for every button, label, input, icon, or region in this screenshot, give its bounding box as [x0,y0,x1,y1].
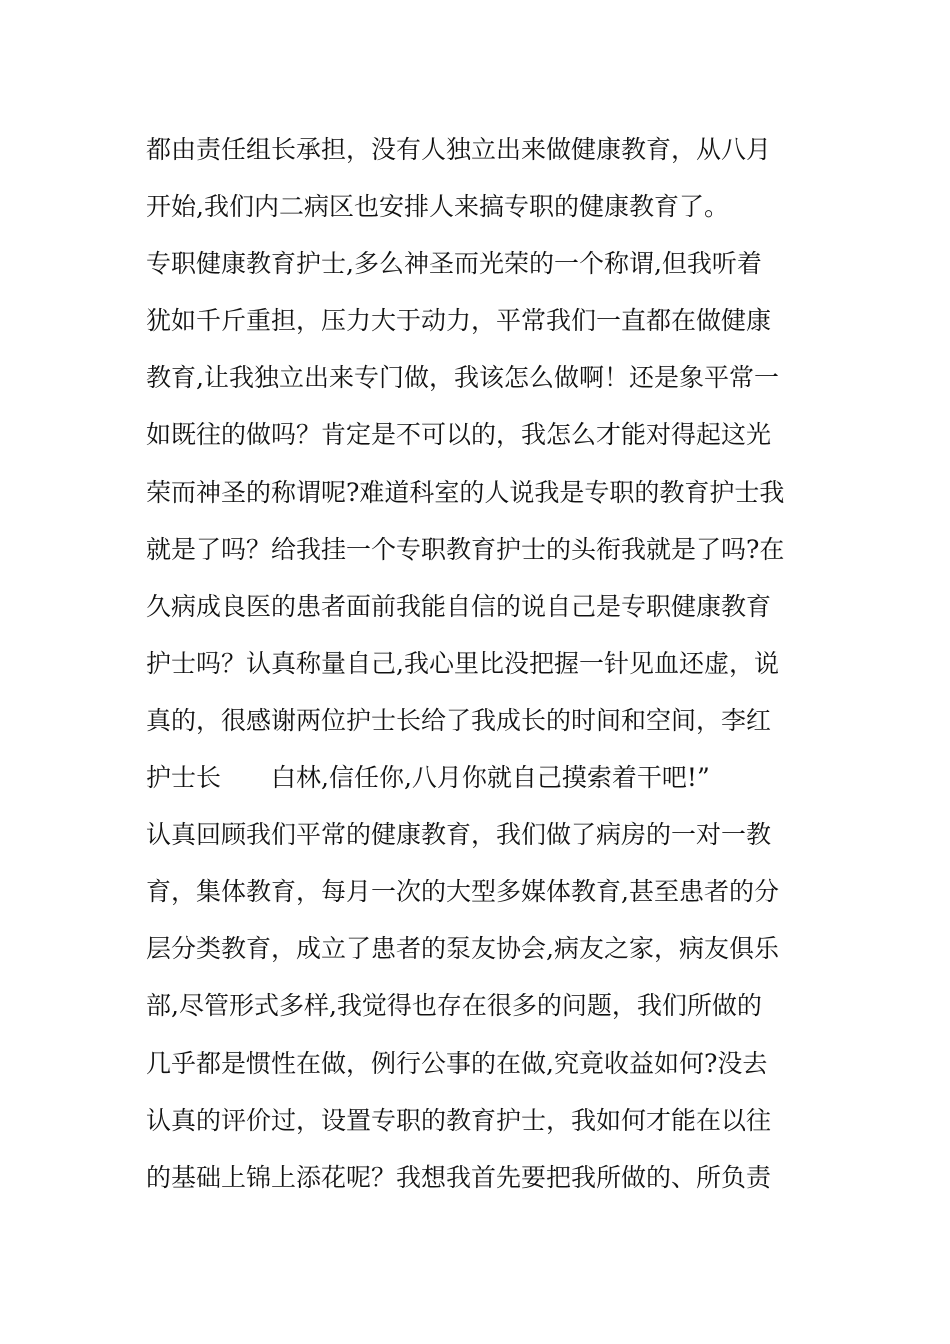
text-line-12: 护士长 白林,信任你,八月你就自己摸索着干吧!” [146,763,710,793]
text-line-9: 久病成良医的患者面前我能自信的说自己是专职健康教育 [146,591,772,621]
text-line-16: 部,尽管形式多样,我觉得也存在很多的问题，我们所做的 [146,991,762,1021]
text-line-8: 就是了吗？给我挂一个专职教育护士的头衔我就是了吗?在 [146,534,785,564]
text-line-3: 专职健康教育护士,多么神圣而光荣的一个称谓,但我听着 [146,249,762,279]
text-line-17: 几乎都是惯性在做，例行公事的在做,究竟收益如何?没去 [146,1048,768,1078]
text-line-5: 教育,让我独立出来专门做，我该怎么做啊！还是象平常一 [146,363,779,393]
text-line-2: 开始,我们内二病区也安排人来搞专职的健康教育了。 [146,192,729,222]
text-line-1: 都由责任组长承担，没有人独立出来做健康教育，从八月 [146,135,772,164]
text-line-6: 如既往的做吗？肯定是不可以的，我怎么才能对得起这光 [146,420,772,450]
text-line-14: 育，集体教育，每月一次的大型多媒体教育,甚至患者的分 [146,877,779,907]
text-line-13: 认真回顾我们平常的健康教育，我们做了病房的一对一教 [146,820,772,850]
body-text [146,128,806,1213]
text-line-10: 护士吗？认真称量自己,我心里比没把握一针见血还虚，说 [146,648,779,678]
text-line-19: 的基础上锦上添花呢？我想我首先要把我所做的、所负责 [146,1162,772,1192]
text-line-4: 犹如千斤重担，压力大于动力，平常我们一直都在做健康 [146,306,772,336]
text-line-7: 荣而神圣的称谓呢?难道科室的人说我是专职的教育护士我 [146,477,785,507]
text-line-15: 层分类教育，成立了患者的泵友协会,病友之家，病友俱乐 [146,934,779,964]
text-line-18: 认真的评价过，设置专职的教育护士，我如何才能在以往 [146,1105,772,1135]
text-line-11: 真的，很感谢两位护士长给了我成长的时间和空间，李红 [146,705,772,735]
